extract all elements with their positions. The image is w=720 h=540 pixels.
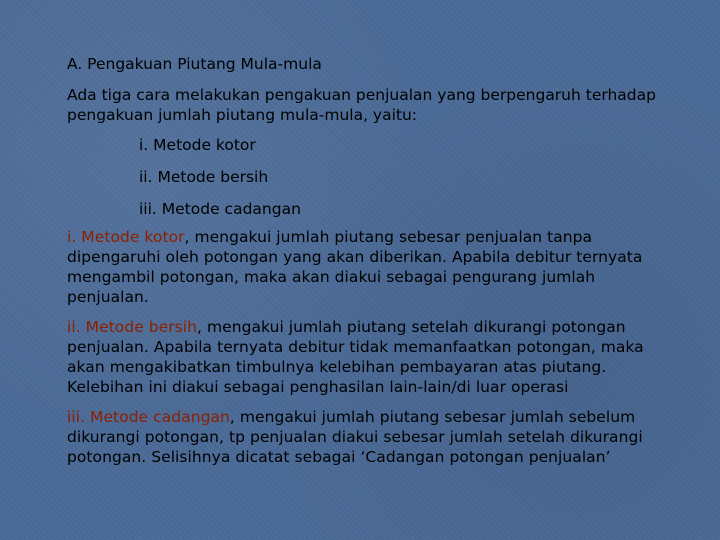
- term-metode-bersih: ii. Metode bersih: [67, 318, 198, 336]
- method-item-bersih: ii. Metode bersih: [139, 168, 269, 186]
- paragraph-metode-bersih: [67, 317, 657, 397]
- paragraph-metode-kotor: [67, 227, 657, 307]
- method-item-kotor: i. Metode kotor: [139, 136, 256, 154]
- section-title: A. Pengakuan Piutang Mula-mula: [67, 55, 322, 73]
- method-list: [139, 135, 657, 219]
- description-metode-kotor: , mengakui jumlah piutang sebesar penjualan tanpa dipengaruhi oleh potongan yang akan diberikan. Apabila debitur ternyata mengambil potongan, maka akan diakui sebagai pengurang jumlah penjualan.: [67, 228, 643, 306]
- description-metode-bersih: , mengakui jumlah piutang setelah dikurangi potongan penjualan. Apabila ternyata debitur tidak memanfaatkan potongan, maka akan mengakibatkan timbulnya kelebihan pembayaran atas piutang. Kelebihan ini diakui sebagai penghasilan lain-lain/di luar operasi: [67, 318, 644, 396]
- method-item-cadangan: iii. Metode cadangan: [139, 200, 301, 218]
- description-metode-cadangan: , mengakui jumlah piutang sebesar jumlah sebelum dikurangi potongan, tp penjualan diakui sebesar jumlah setelah dikurangi potongan. Selisihnya dicatat sebagai ‘Cadangan potongan penjualan’: [67, 408, 643, 466]
- intro-text: Ada tiga cara melakukan pengakuan penjualan yang berpengaruh terhadap pengakuan jumlah piutang mula-mula, yaitu:: [67, 86, 656, 124]
- term-metode-kotor: i. Metode kotor: [67, 228, 185, 246]
- paragraph-metode-cadangan: [67, 407, 657, 467]
- slide-content: [67, 53, 657, 477]
- term-metode-cadangan: iii. Metode cadangan: [67, 408, 230, 426]
